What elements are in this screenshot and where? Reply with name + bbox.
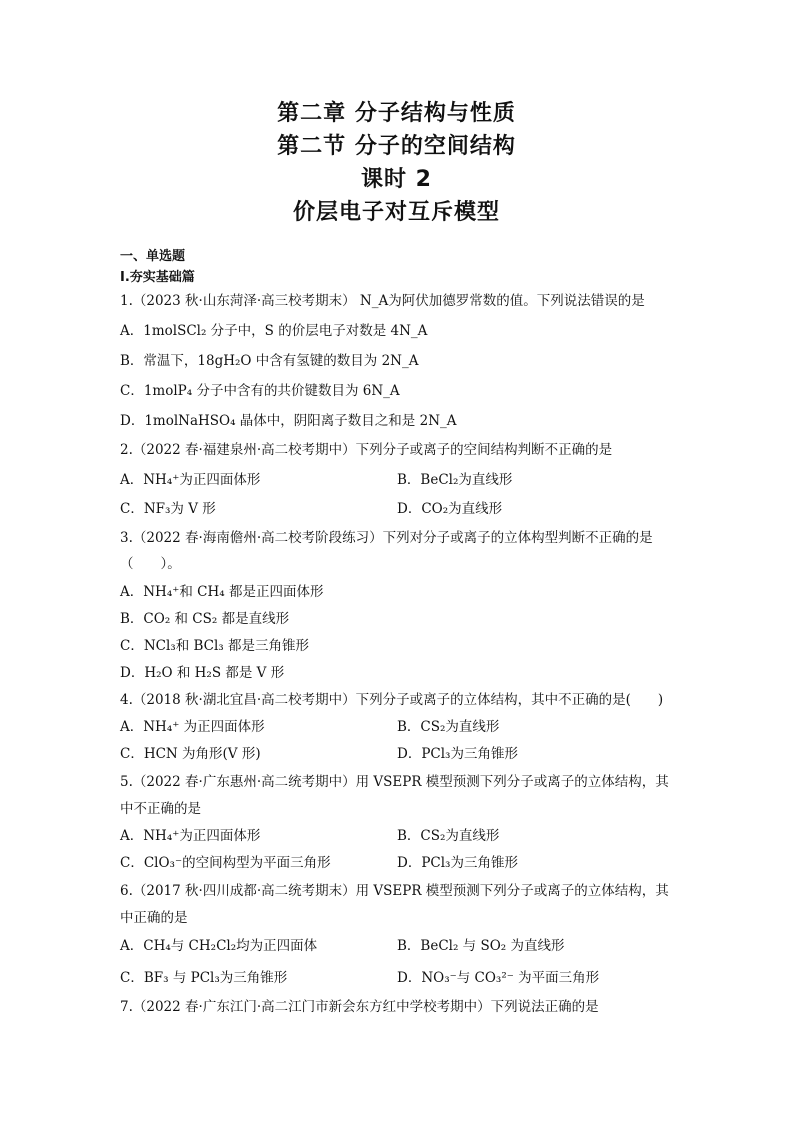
question-3-option-c: C．NCl₃和 BCl₃ 都是三角锥形 [120, 638, 310, 654]
question-5-option-c: C．ClO₃⁻的空间构型为平面三角形 [120, 855, 331, 871]
question-2-stem: 2.（2022 春·福建泉州·高二校考期中）下列分子或离子的空间结构判断不正确的是 [120, 442, 613, 458]
question-6-stem: 6.（2017 秋·四川成都·高二统考期末）用 VSEPR 模型预测下列分子或离子的立体结构，其 [120, 883, 669, 899]
question-1-stem: 1.（2023 秋·山东菏泽·高三校考期末） N_A为阿伏加德罗常数的值。下列说法错误的是 [120, 293, 645, 309]
question-4-stem: 4.（2018 秋·湖北宜昌·高二校考期中）下列分子或离子的立体结构，其中不正确的是( ) [120, 692, 664, 708]
section-title: 第二节 分子的空间结构 [277, 134, 516, 159]
question-4-option-d: D．PCl₃为三角锥形 [397, 746, 518, 762]
question-4-option-a: A．NH₄⁺ 为正四面体形 [120, 719, 265, 735]
question-6-stem-cont: 中正确的是 [120, 910, 188, 926]
question-7-stem: 7.（2022 春·广东江门·高二江门市新会东方红中学校考期中）下列说法正确的是 [120, 999, 599, 1015]
question-3-option-a: A．NH₄⁺和 CH₄ 都是正四面体形 [120, 584, 324, 600]
question-6-option-b: B．BeCl₂ 与 SO₂ 为直线形 [397, 938, 565, 954]
question-5-stem: 5.（2022 春·广东惠州·高二统考期中）用 VSEPR 模型预测下列分子或离子的立体结构，其 [120, 774, 669, 790]
question-6-option-a: A．CH₄与 CH₂Cl₂均为正四面体 [120, 938, 318, 954]
question-1-option-a: A．1molSCl₂ 分子中，S 的价层电子对数是 4N_A [120, 323, 428, 339]
question-5-stem-cont: 中不正确的是 [120, 801, 201, 817]
question-6-option-c: C．BF₃ 与 PCl₃为三角锥形 [120, 970, 288, 986]
lesson-title: 课时 2 [361, 167, 432, 192]
question-2-option-b: B．BeCl₂为直线形 [397, 472, 513, 488]
question-3-option-b: B．CO₂ 和 CS₂ 都是直线形 [120, 611, 290, 627]
question-5-option-b: B．CS₂为直线形 [397, 828, 500, 844]
question-1-option-c: C．1molP₄ 分子中含有的共价键数目为 6N_A [120, 383, 400, 399]
question-6-option-d: D．NO₃⁻与 CO₃²⁻ 为平面三角形 [397, 970, 600, 986]
section-label-single-choice: 一、单选题 [120, 249, 186, 264]
section-label-basic: Ⅰ.夯实基础篇 [120, 270, 195, 285]
question-1-option-d: D．1molNaHSO₄ 晶体中，阴阳离子数目之和是 2N_A [120, 413, 457, 429]
question-3-stem: 3.（2022 春·海南儋州·高二校考阶段练习）下列对分子或离子的立体构型判断不正确的是 [120, 530, 653, 546]
question-4-option-b: B．CS₂为直线形 [397, 719, 500, 735]
question-5-option-d: D．PCl₃为三角锥形 [397, 855, 518, 871]
question-2-option-d: D．CO₂为直线形 [397, 501, 503, 517]
question-2-option-a: A．NH₄⁺为正四面体形 [120, 472, 261, 488]
question-3-option-d: D．H₂O 和 H₂S 都是 V 形 [120, 665, 285, 681]
question-5-option-a: A．NH₄⁺为正四面体形 [120, 828, 261, 844]
question-2-option-c: C．NF₃为 V 形 [120, 501, 216, 517]
topic-title: 价层电子对互斥模型 [292, 200, 500, 225]
question-1-option-b: B．常温下，18gH₂O 中含有氢键的数目为 2N_A [120, 353, 419, 369]
chapter-title: 第二章 分子结构与性质 [277, 101, 516, 126]
question-3-stem-cont: （ ）。 [120, 556, 181, 572]
question-4-option-c: C．HCN 为角形(V 形) [120, 746, 261, 762]
